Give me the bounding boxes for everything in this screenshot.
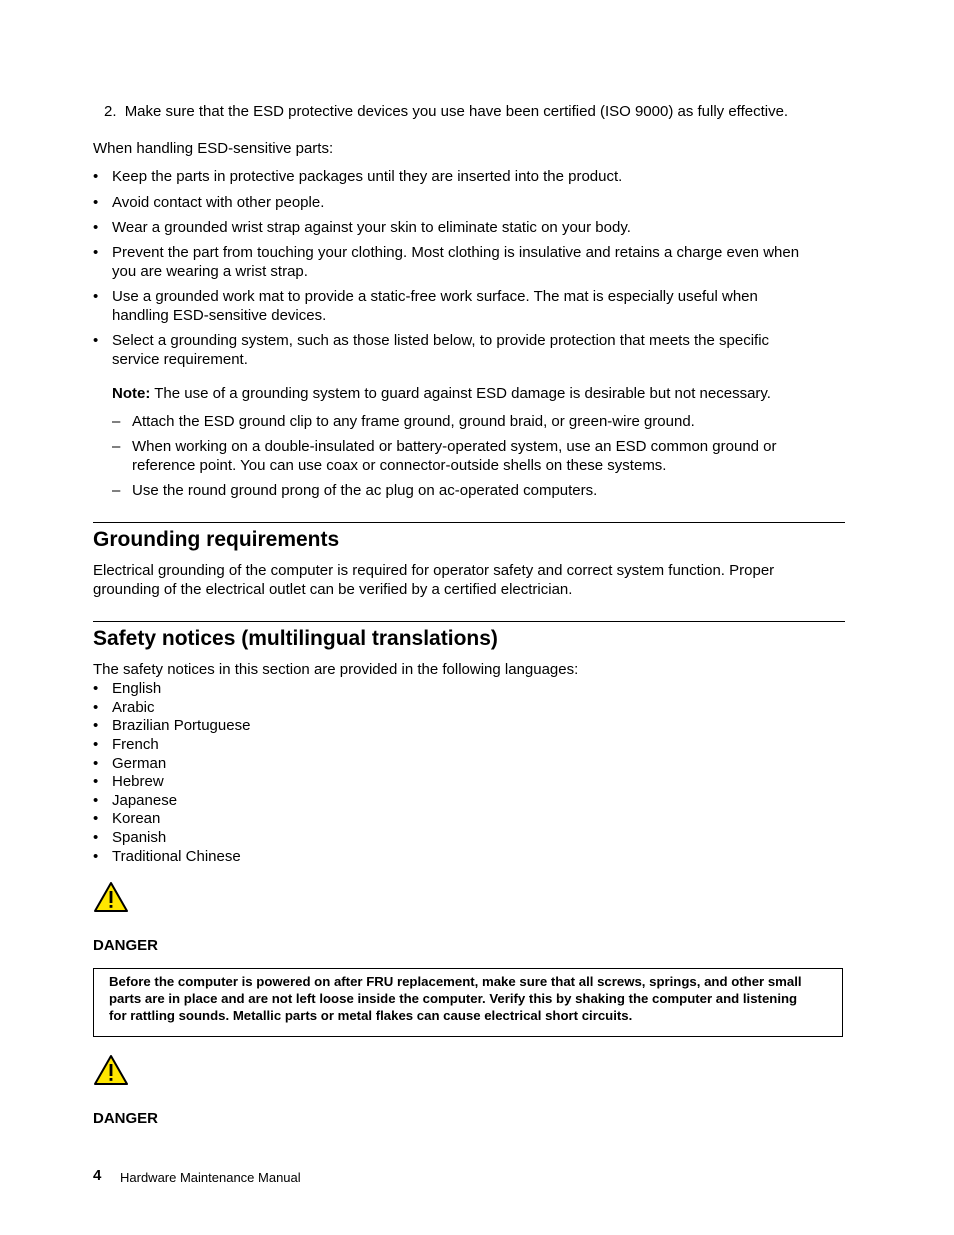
section-heading-grounding: Grounding requirements — [93, 528, 340, 551]
note-text: The use of a grounding system to guard against ESD damage is desirable but not necessary. — [154, 385, 771, 402]
step-number: 2. — [104, 103, 117, 120]
dash-icon: – — [112, 482, 121, 499]
list-item-text: Use a grounded work mat to provide a static-free work surface. The mat is especially useful when handling ESD-sensitive devices. — [112, 288, 758, 324]
list-item-text: Avoid contact with other people. — [112, 194, 325, 211]
handling-intro: When handling ESD-sensitive parts: — [93, 140, 334, 157]
section-divider — [93, 621, 845, 622]
dash-item-text: Attach the ESD ground clip to any frame ground, ground braid, or green-wire ground. — [132, 413, 695, 430]
bullet-icon: • — [93, 168, 99, 185]
dash-item-text: When working on a double-insulated or battery-operated system, use an ESD common ground or reference point. You can use coax or connector-outside shells on these systems. — [132, 438, 777, 474]
section-heading-safety: Safety notices (multilingual translations) — [93, 627, 498, 650]
page-number: 4 — [93, 1167, 102, 1184]
note-label: Note: — [112, 385, 151, 402]
bullet-icon: • — [93, 332, 99, 349]
bullet-icon: • — [93, 829, 99, 846]
bullet-icon: • — [93, 699, 99, 716]
list-item-text: Prevent the part from touching your clothing. Most clothing is insulative and retains a charge even when you are wearing a wrist strap. — [112, 244, 800, 280]
bullet-icon: • — [93, 848, 99, 865]
note — [112, 384, 771, 403]
dash-item-text: Use the round ground prong of the ac plug on ac-operated computers. — [132, 482, 598, 499]
bullet-icon: • — [93, 810, 99, 827]
list-item-text: Select a grounding system, such as those listed below, to provide protection that meets the specific service requirement. — [112, 332, 770, 368]
bullet-icon: • — [93, 244, 99, 261]
bullet-icon: • — [93, 755, 99, 772]
bullet-icon: • — [93, 288, 99, 305]
warning-triangle-icon — [93, 1054, 129, 1086]
list-item-text: Keep the parts in protective packages until they are inserted into the product. — [112, 168, 623, 185]
grounding-paragraph: Electrical grounding of the computer is required for operator safety and correct system function. Proper grounding of the electrical outlet can be verified by a certified electrician. — [93, 562, 775, 598]
bullet-icon: • — [93, 792, 99, 809]
bullet-icon: • — [93, 680, 99, 697]
dash-icon: – — [112, 413, 121, 430]
step-2 — [104, 102, 788, 121]
bullet-icon: • — [93, 736, 99, 753]
safety-intro: The safety notices in this section are provided in the following languages: — [93, 661, 579, 678]
dash-icon: – — [112, 438, 121, 455]
warning-triangle-icon — [93, 881, 129, 913]
bullet-icon: • — [93, 219, 99, 236]
bullet-icon: • — [93, 773, 99, 790]
bullet-icon: • — [93, 194, 99, 211]
danger-label: DANGER — [93, 937, 159, 954]
footer-title: Hardware Maintenance Manual — [120, 1170, 301, 1185]
step-text: Make sure that the ESD protective devices you use have been certified (ISO 9000) as fully effective. — [124, 103, 789, 120]
bullet-icon: • — [93, 717, 99, 734]
section-divider — [93, 522, 845, 523]
danger-label: DANGER — [93, 1110, 159, 1127]
list-item-text: Wear a grounded wrist strap against your skin to eliminate static on your body. — [112, 219, 631, 236]
danger-notice-box: Before the computer is powered on after FRU replacement, make sure that all screws, springs, and other small parts are in place and are not left loose inside the computer. Verify this by shaking the computer and listening for rattling sounds. Metallic parts or metal flakes can cause electrical short circuits. — [93, 968, 843, 1037]
